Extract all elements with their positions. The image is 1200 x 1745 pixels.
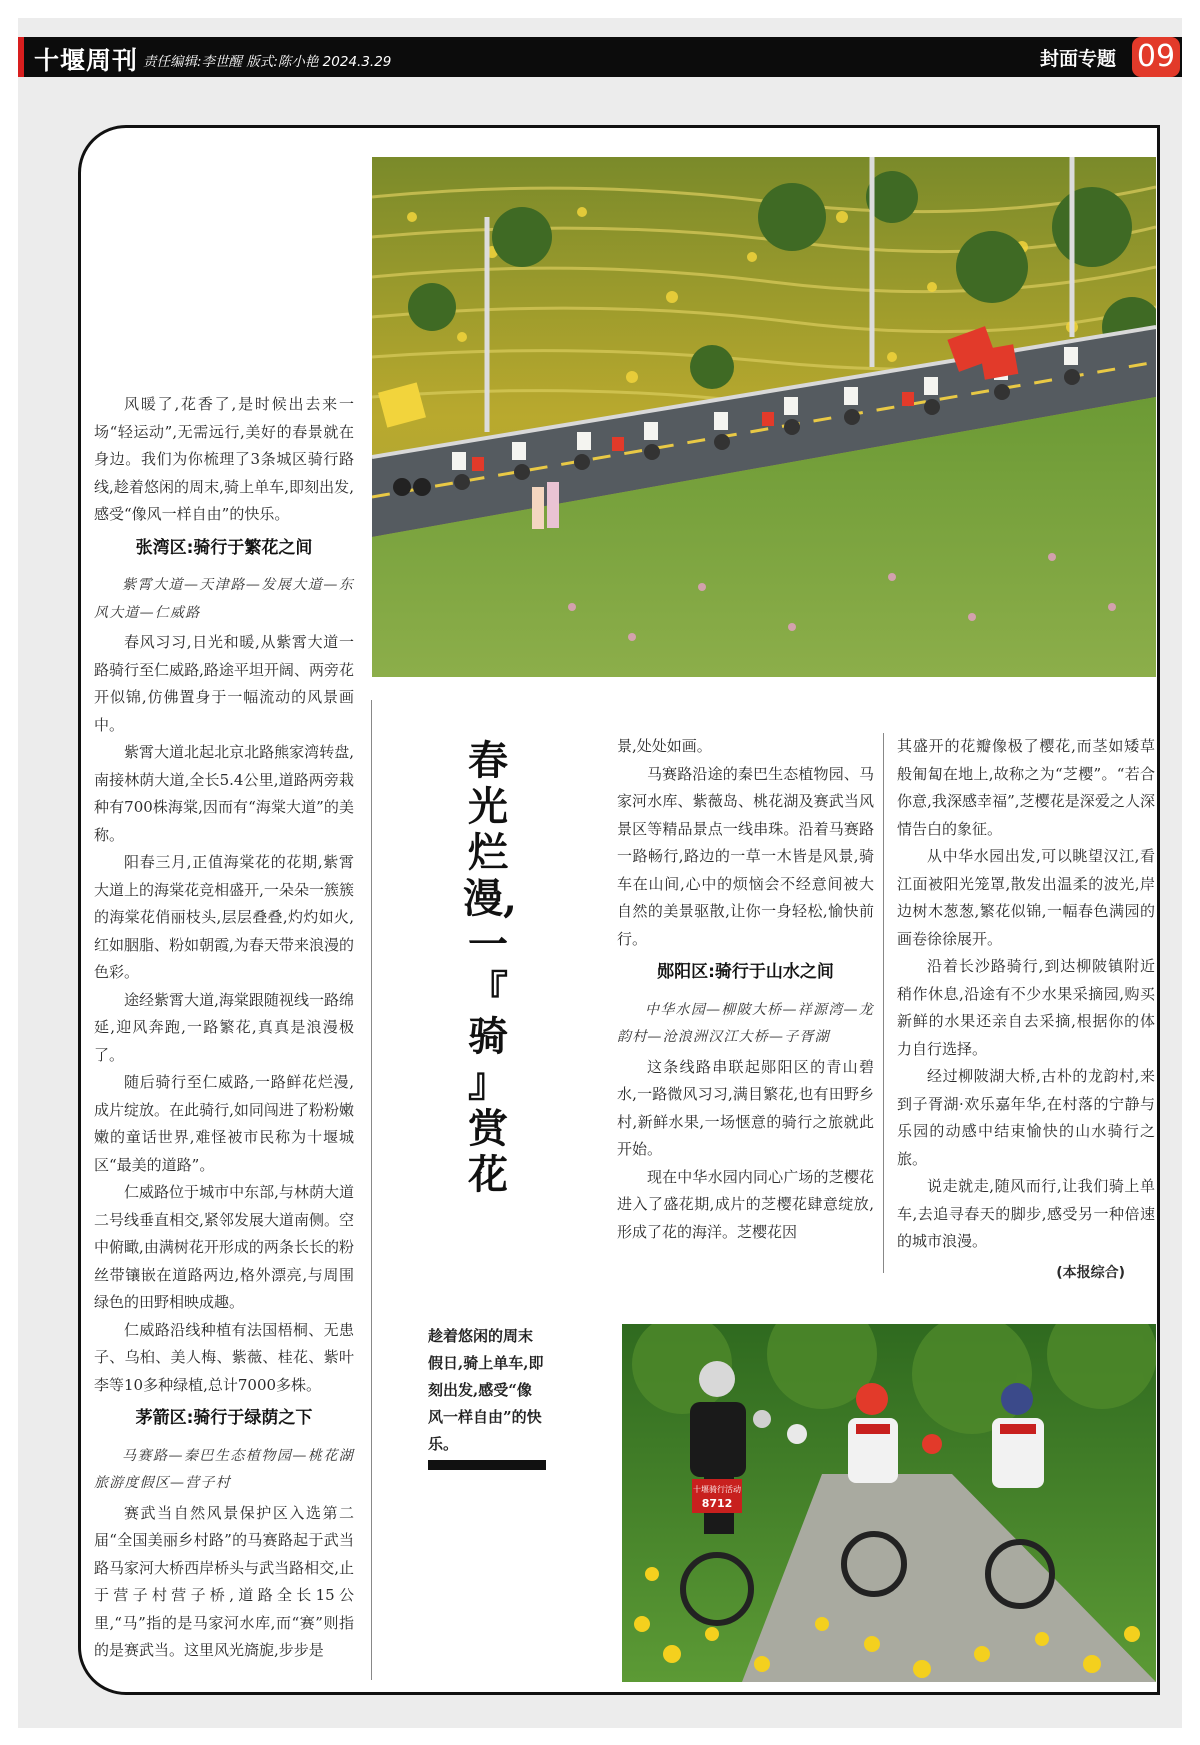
column-divider	[371, 700, 372, 1680]
paragraph: 春风习习,日光和暖,从紫霄大道一路骑行至仁威路,路途平坦开阔、两旁花开似锦,仿佛置身于一幅流动的风景画中。	[94, 633, 354, 734]
headline-char: 』	[468, 1059, 508, 1106]
section-label: 封面专题	[1040, 48, 1117, 70]
paragraph: 景,处处如画。	[617, 737, 712, 755]
route-yunyang: 中华水园—柳陂大桥—祥源湾—龙韵村—沧浪洲汉江大桥—子胥湖	[617, 1001, 874, 1045]
paragraph: 赛武当自然风景保护区入选第二届“全国美丽乡村路”的马赛路起于武当路马家河大桥西岸桥头与武当路相交,止于营子村营子桥,道路全长15公里,“马”指的是马家河水库,而“赛”则指的是赛武当。这里风光旖旎,步步是	[94, 1503, 354, 1659]
section-heading-zhangwan: 张湾区:骑行于繁花之间	[135, 537, 313, 558]
article-column-3	[897, 733, 1155, 1287]
paragraph: 从中华水园出发,可以眺望汉江,看江面被阳光笼罩,散发出温柔的波光,岸边树木葱葱,繁花似锦,一幅春色满园的画卷徐徐展开。	[897, 847, 1155, 948]
headline-char: 『	[468, 967, 508, 1014]
cycling-road-photo	[372, 157, 1156, 677]
headline-char: 赏	[468, 1105, 508, 1152]
paragraph: 仁威路位于城市中东部,与林荫大道二号线垂直相交,紧邻发展大道南侧。空中俯瞰,由满树花开形成的两条长长的粉丝带镶嵌在道路两边,格外漂亮,与周围绿色的田野相映成趣。	[94, 1183, 354, 1311]
race-bib-label: 十堰骑行活动	[693, 1485, 741, 1494]
source-credit: (本报综合)	[1056, 1264, 1125, 1281]
headline-char: 骑	[468, 1013, 508, 1060]
paragraph: 马赛路沿途的秦巴生态植物园、马家河水库、紫薇岛、桃花湖及赛武当风景区等精品景点一线串珠。沿着马赛路一路畅行,路边的一草一木皆是风景,骑车在山间,心中的烦恼会不经意间被大自然的美景驱散,让你一身轻松,愉快前行。	[617, 764, 874, 948]
editor-meta: 责任编辑:李世醒 版式:陈小艳 2024.3.29	[143, 54, 392, 70]
headline-char: 花	[468, 1151, 508, 1198]
route-maojian: 马赛路—秦巴生态植物园—桃花湖旅游度假区—营子村	[94, 1447, 354, 1491]
route-zhangwan: 紫霄大道—天津路—发展大道—东风大道—仁威路	[94, 577, 354, 621]
section-heading-maojian: 茅箭区:骑行于绿荫之下	[135, 1408, 313, 1428]
pull-quote: 趁着悠闲的周末假日,骑上单车,即刻出发,感受“像风一样自由”的快乐。	[428, 1327, 544, 1453]
pull-quote-bar	[428, 1460, 546, 1470]
masthead-accent	[18, 37, 24, 77]
paragraph: 这条线路串联起郧阳区的青山碧水,一路微风习习,满目繁花,也有田野乡村,新鲜水果,一场惬意的骑行之旅就此开始。	[617, 1057, 874, 1158]
intro-paragraph: 风暖了,花香了,是时候出去来一场“轻运动”,无需远行,美好的春景就在身边。我们为你梳理了3条城区骑行路线,趁着悠闲的周末,骑上单车,即刻出发,感受“像风一样自由”的快乐。	[94, 395, 354, 523]
paragraph: 途经紫霄大道,海棠跟随视线一路绵延,迎风奔跑,一路繁花,真真是浪漫极了。	[94, 990, 354, 1064]
headline-vertical	[463, 737, 517, 1198]
paragraph: 阳春三月,正值海棠花的花期,紫霄大道上的海棠花竞相盛开,一朵朵一簇簇的海棠花俏丽枝头,层层叠叠,灼灼如火,红如胭脂、粉如朝霞,为春天带来浪漫的色彩。	[94, 853, 354, 981]
paragraph: 说走就走,随风而行,让我们骑上单车,去追寻春天的脚步,感受另一种倍速的城市浪漫。	[897, 1177, 1155, 1250]
headline-char: 烂	[468, 829, 508, 876]
section-heading-yunyang: 郧阳区:骑行于山水之间	[657, 962, 834, 982]
race-bib-number: 8712	[701, 1497, 733, 1510]
column-divider	[883, 733, 884, 1273]
headline-char: 一	[468, 921, 508, 968]
paragraph: 现在中华水园内同心广场的芝樱花进入了盛花期,成片的芝樱花肆意绽放,形成了花的海洋。芝樱花因	[617, 1167, 874, 1241]
paragraph: 其盛开的花瓣像极了樱花,而茎如矮草般匍匐在地上,故称之为“芝樱”。“若合你意,我深感幸福”,芝樱花是深爱之人深情告白的象征。	[897, 737, 1155, 838]
paragraph: 仁威路沿线种植有法国梧桐、无患子、乌桕、美人梅、紫薇、桂花、紫叶李等10多种绿植,总计7000多株。	[94, 1320, 354, 1394]
headline-char: 漫,	[463, 875, 517, 922]
paragraph: 沿着长沙路骑行,到达柳陂镇附近稍作休息,沿途有不少水果采摘园,购买新鲜的水果还亲自去采摘,根据你的体力自行选择。	[897, 957, 1155, 1058]
paragraph: 随后骑行至仁威路,一路鲜花烂漫,成片绽放。在此骑行,如同闯进了粉粉嫩嫩的童话世界,难怪被市民称为十堰城区“最美的道路”。	[94, 1073, 354, 1174]
article-column-1	[94, 391, 354, 1665]
masthead-logo: 十堰周刊	[34, 46, 139, 75]
paragraph: 紫霄大道北起北京北路熊家湾转盘,南接林荫大道,全长5.4公里,道路两旁栽种有700株海棠,因而有“海棠大道”的美称。	[94, 743, 354, 844]
paragraph: 经过柳陂湖大桥,古朴的龙韵村,来到子胥湖·欢乐嘉年华,在村落的宁静与乐园的动感中结束愉快的山水骑行之旅。	[897, 1067, 1155, 1168]
cyclists-closeup-photo	[622, 1324, 1156, 1682]
headline-char: 光	[468, 783, 508, 830]
article-column-2	[617, 733, 874, 1246]
headline-char: 春	[468, 737, 508, 784]
page-number-badge: 09	[1132, 37, 1180, 77]
